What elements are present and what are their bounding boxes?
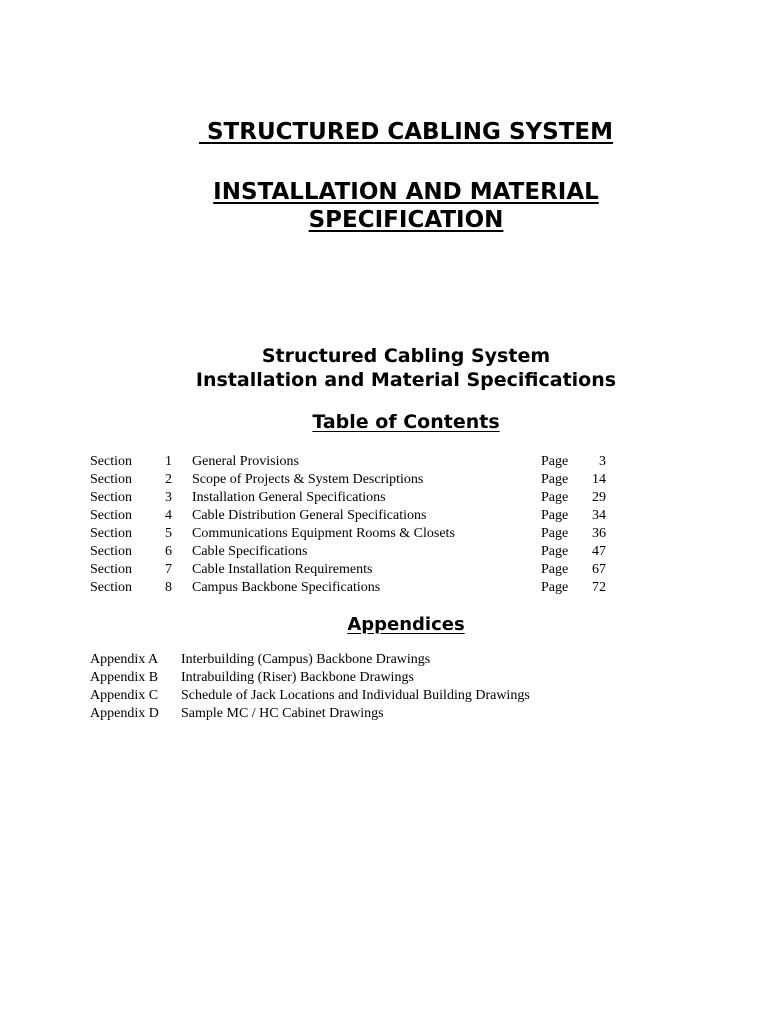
table-of-contents xyxy=(90,453,620,597)
subtitle-line-1: Structured Cabling System xyxy=(261,345,551,367)
appendix-label: Appendix B xyxy=(90,670,159,685)
toc-page-number: 14 xyxy=(592,472,606,487)
toc-page-label: Page xyxy=(541,580,569,595)
document-title-line-2: INSTALLATION AND MATERIAL xyxy=(213,179,599,205)
toc-section-title: Scope of Projects & System Descriptions xyxy=(192,472,424,487)
appendix-row xyxy=(90,651,690,669)
toc-row xyxy=(90,471,620,489)
appendix-title: Schedule of Jack Locations and Individual Building Drawings xyxy=(181,688,530,703)
subtitle-line-2: Installation and Material Specifications xyxy=(195,369,617,391)
appendices-list xyxy=(90,651,690,723)
toc-page-label: Page xyxy=(541,508,569,523)
toc-row xyxy=(90,561,620,579)
appendix-title: Intrabuilding (Riser) Backbone Drawings xyxy=(181,670,414,685)
document-title-line-1: STRUCTURED CABLING SYSTEM xyxy=(198,119,614,145)
toc-section-title: Cable Installation Requirements xyxy=(192,562,373,577)
toc-row xyxy=(90,453,620,471)
toc-section-number: 6 xyxy=(165,544,172,559)
toc-section-title: Installation General Specifications xyxy=(192,490,386,505)
appendices-heading: Appendices xyxy=(347,614,465,635)
toc-section-label: Section xyxy=(90,472,132,487)
toc-page-label: Page xyxy=(541,526,569,541)
appendix-row xyxy=(90,705,690,723)
appendix-label: Appendix C xyxy=(90,688,159,703)
appendix-row xyxy=(90,687,690,705)
appendix-label: Appendix D xyxy=(90,706,159,721)
toc-section-number: 8 xyxy=(165,580,172,595)
toc-page-number: 36 xyxy=(592,526,606,541)
toc-page-label: Page xyxy=(541,472,569,487)
toc-page-label: Page xyxy=(541,454,569,469)
document-title-line-3: SPECIFICATION xyxy=(308,207,504,233)
appendix-title: Sample MC / HC Cabinet Drawings xyxy=(181,706,384,721)
toc-page-number: 67 xyxy=(592,562,606,577)
toc-section-label: Section xyxy=(90,454,132,469)
toc-page-number: 72 xyxy=(592,580,606,595)
toc-section-title: Cable Specifications xyxy=(192,544,308,559)
toc-row xyxy=(90,489,620,507)
toc-section-label: Section xyxy=(90,562,132,577)
toc-row xyxy=(90,579,620,597)
toc-section-title: Campus Backbone Specifications xyxy=(192,580,381,595)
toc-page-label: Page xyxy=(541,562,569,577)
toc-section-number: 3 xyxy=(165,490,172,505)
toc-section-title: General Provisions xyxy=(192,454,299,469)
toc-section-label: Section xyxy=(90,508,132,523)
toc-heading: Table of Contents xyxy=(312,411,500,433)
toc-row xyxy=(90,507,620,525)
toc-page-number: 47 xyxy=(592,544,606,559)
appendix-title: Interbuilding (Campus) Backbone Drawings xyxy=(181,652,431,667)
toc-section-label: Section xyxy=(90,526,132,541)
toc-page-label: Page xyxy=(541,490,569,505)
toc-section-number: 5 xyxy=(165,526,172,541)
appendix-row xyxy=(90,669,690,687)
toc-row xyxy=(90,525,620,543)
toc-section-label: Section xyxy=(90,544,132,559)
toc-page-number: 29 xyxy=(592,490,606,505)
toc-row xyxy=(90,543,620,561)
toc-page-number: 3 xyxy=(599,454,606,469)
toc-section-number: 2 xyxy=(165,472,172,487)
toc-section-number: 7 xyxy=(165,562,172,577)
toc-page-label: Page xyxy=(541,544,569,559)
toc-section-number: 4 xyxy=(165,508,172,523)
toc-section-title: Communications Equipment Rooms & Closets xyxy=(192,526,455,541)
toc-section-title: Cable Distribution General Specifications xyxy=(192,508,427,523)
toc-section-label: Section xyxy=(90,490,132,505)
toc-section-label: Section xyxy=(90,580,132,595)
toc-section-number: 1 xyxy=(165,454,172,469)
toc-page-number: 34 xyxy=(592,508,606,523)
appendix-label: Appendix A xyxy=(90,652,159,667)
